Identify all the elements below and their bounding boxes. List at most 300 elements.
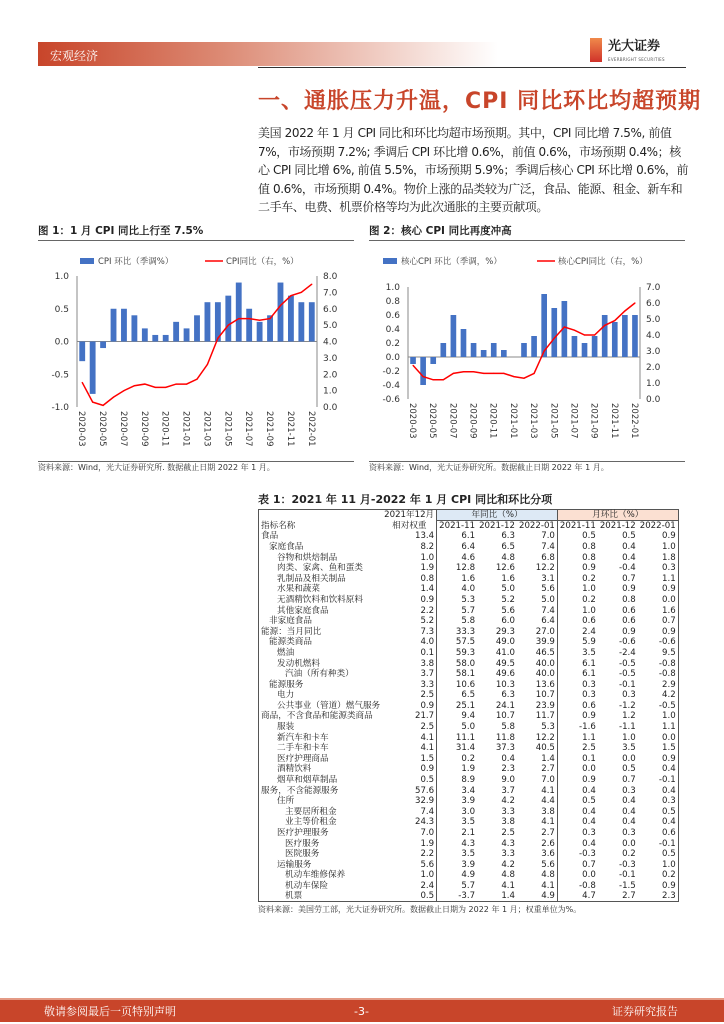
- row-value: 0.7: [638, 616, 678, 627]
- row-value: 0.2: [461, 753, 476, 764]
- figure-2-source: 资料来源：Wind，光大证券研究所。数据截止日期 2022 年 1 月。: [369, 463, 609, 472]
- line-point: [423, 376, 424, 377]
- row-name: 能源服务: [259, 679, 383, 690]
- table-title: 表 1：2021 年 11 月-2022 年 1 月 CPI 同比和环比分项: [258, 493, 553, 506]
- row-value: 8.2: [382, 542, 437, 553]
- row-value: 0.9: [582, 563, 596, 574]
- page-number: -3-: [354, 1005, 369, 1018]
- row-value: 0.4: [622, 796, 636, 807]
- row-value: 37.3: [495, 743, 515, 754]
- row-value: 7.0: [517, 775, 557, 786]
- row-value: 5.6: [517, 860, 557, 871]
- col-period: 2022-01: [517, 521, 557, 532]
- line-point: [113, 397, 114, 398]
- y-tick-left: 1.0: [385, 283, 400, 293]
- row-value: 58.0: [455, 658, 476, 669]
- line-point: [259, 320, 260, 321]
- row-value: 2.3: [638, 891, 678, 902]
- col-period: 2021-11: [439, 521, 476, 532]
- row-value: 4.7: [557, 891, 597, 902]
- series-line: [413, 303, 635, 380]
- row-value: 4.1: [517, 881, 557, 892]
- table-row: [259, 595, 679, 606]
- row-name: 水果和蔬菜: [259, 584, 383, 595]
- row-value: 2.7: [598, 891, 638, 902]
- row-name: 商品，不含食品和能源类商品: [259, 711, 383, 722]
- bar: [90, 342, 96, 394]
- y-tick-right: 2.0: [646, 363, 661, 373]
- y-tick-right: 4.0: [646, 331, 661, 341]
- bar: [184, 328, 190, 341]
- row-value: 0.9: [582, 711, 596, 722]
- row-value: 4.9: [517, 891, 557, 902]
- row-name: 酒精饮料: [259, 764, 383, 775]
- row-value: 4.1: [517, 785, 557, 796]
- row-name: 电力: [259, 690, 383, 701]
- x-tick: 2020-07: [117, 411, 128, 447]
- bar: [278, 283, 284, 342]
- logo-subtext: EVERBRIGHT SECURITIES: [608, 57, 665, 62]
- row-value: 0.8: [622, 594, 636, 605]
- row-value: 49.6: [495, 669, 515, 680]
- row-value: -0.6: [638, 637, 678, 648]
- row-value: 0.4: [582, 838, 596, 849]
- bar: [225, 296, 231, 342]
- bar: [236, 283, 242, 342]
- x-tick: 2021-05: [222, 411, 233, 447]
- line-point: [554, 338, 555, 339]
- bar: [481, 350, 487, 357]
- row-value: 49.0: [495, 637, 515, 648]
- row-value: 1.1: [638, 722, 678, 733]
- table-row: [259, 690, 679, 701]
- bar: [440, 343, 446, 357]
- row-value: 5.8: [501, 722, 515, 733]
- row-value: 31.4: [455, 743, 476, 754]
- y-tick-right: 2.0: [323, 370, 338, 381]
- table-row: [259, 838, 679, 849]
- row-value: 1.0: [638, 542, 678, 553]
- row-value: 4.3: [501, 838, 515, 849]
- legend-line-label: 核心CPI同比（右，%）: [558, 257, 648, 267]
- row-name: 机动车维修保养: [259, 870, 383, 881]
- table-row: [259, 732, 679, 743]
- row-name: 谷物和烘焙制品: [259, 552, 383, 563]
- row-value: 0.7: [622, 775, 636, 786]
- row-value: 1.5: [638, 743, 678, 754]
- legend-bar-label: 核心CPI 环比（季调，%）: [401, 257, 502, 267]
- core-cpi-chart: [365, 250, 685, 460]
- y-tick-right: 6.0: [646, 299, 661, 309]
- line-point: [433, 379, 434, 380]
- line-point: [594, 334, 595, 335]
- row-value: -0.8: [579, 880, 596, 891]
- row-value: 0.2: [582, 594, 596, 605]
- bar: [602, 315, 608, 357]
- row-value: 3.7: [501, 785, 515, 796]
- row-value: 1.0: [638, 711, 678, 722]
- row-value: 40.0: [517, 658, 557, 669]
- row-value: -3.7: [437, 891, 477, 902]
- row-value: 0.9: [382, 701, 437, 712]
- row-value: 2.7: [517, 828, 557, 839]
- row-name: 机动车保险: [259, 881, 383, 892]
- y-tick-left: 1.0: [54, 272, 69, 282]
- row-value: 2.2: [382, 605, 437, 616]
- line-point: [155, 387, 156, 388]
- logo-text: 光大证券: [608, 39, 661, 54]
- y-tick-left: -1.0: [51, 403, 69, 413]
- row-value: 4.1: [517, 817, 557, 828]
- row-name: 燃油: [259, 648, 383, 659]
- bar: [100, 342, 106, 349]
- row-value: -1.2: [618, 700, 636, 711]
- col-period: 2021-12: [599, 521, 636, 532]
- table-row: [259, 817, 679, 828]
- row-value: 4.8: [517, 870, 557, 881]
- table-source: 资料来源：美国劳工部，光大证券研究所。数据截止日期为 2022 年 1 月；权重单位为%。: [258, 905, 582, 915]
- row-value: -0.5: [618, 658, 636, 669]
- bar: [451, 315, 457, 357]
- line-point: [604, 325, 605, 326]
- row-value: 1.9: [382, 838, 437, 849]
- y-tick-left: -0.6: [382, 395, 400, 405]
- section-banner: [38, 42, 498, 66]
- col-period: 2021-11: [559, 521, 596, 532]
- legend-bar-swatch: [383, 258, 397, 264]
- row-value: 3.9: [461, 859, 476, 870]
- row-value: 9.5: [638, 648, 678, 659]
- row-value: 0.6: [582, 616, 596, 627]
- table-row: [259, 711, 679, 722]
- row-value: 0.5: [382, 891, 437, 902]
- bar: [551, 308, 557, 357]
- bar: [592, 336, 598, 357]
- row-value: 1.6: [461, 573, 476, 584]
- table-row: [259, 743, 679, 754]
- row-value: 4.8: [501, 870, 515, 881]
- x-tick: 2021-07: [243, 411, 254, 447]
- row-value: -0.5: [638, 701, 678, 712]
- row-value: 0.5: [622, 531, 636, 542]
- row-value: -1.1: [618, 722, 636, 733]
- y-tick-right: 5.0: [323, 321, 338, 332]
- row-value: 25.1: [455, 700, 476, 711]
- line-point: [453, 373, 454, 374]
- section-title: 一、通胀压力升温，CPI 同比环比均超预期: [258, 89, 702, 114]
- y-tick-left: 0.0: [385, 353, 400, 363]
- bar: [163, 335, 169, 342]
- row-value: 2.2: [382, 849, 437, 860]
- row-value: 27.0: [517, 626, 557, 637]
- row-value: 5.6: [501, 605, 515, 616]
- col-period: 2021-12: [479, 521, 515, 532]
- row-value: 0.4: [582, 817, 596, 828]
- row-value: 0.2: [582, 573, 596, 584]
- row-value: 2.3: [501, 764, 515, 775]
- bar: [420, 357, 426, 385]
- x-tick: 2022-01: [628, 403, 639, 439]
- y-tick-right: 1.0: [646, 379, 661, 389]
- row-value: 3.7: [382, 669, 437, 680]
- row-value: 1.4: [382, 584, 437, 595]
- x-tick: 2020-05: [427, 403, 438, 439]
- row-value: 5.2: [382, 616, 437, 627]
- y-tick-left: -0.5: [51, 370, 69, 381]
- bar: [205, 302, 211, 341]
- row-value: 24.3: [382, 817, 437, 828]
- y-tick-left: -0.4: [382, 381, 400, 391]
- disclaimer-link[interactable]: 敬请参阅最后一页特别声明: [44, 1005, 176, 1018]
- figure-1-title: 图 1：1 月 CPI 同比上行至 7.5%: [38, 225, 204, 237]
- x-tick: 2020-07: [447, 403, 458, 439]
- line-point: [463, 371, 464, 372]
- bar: [194, 315, 200, 341]
- bar: [309, 302, 315, 341]
- row-value: 6.4: [517, 616, 557, 627]
- row-value: 0.9: [638, 626, 678, 637]
- row-value: 1.0: [582, 584, 596, 595]
- y-tick-right: 6.0: [323, 304, 338, 315]
- row-value: 59.3: [455, 647, 476, 658]
- row-name: 医院服务: [259, 849, 383, 860]
- row-value: 0.9: [638, 754, 678, 765]
- row-value: 0.9: [622, 584, 636, 595]
- row-value: 6.3: [501, 690, 515, 701]
- line-point: [186, 383, 187, 384]
- bar: [173, 322, 179, 342]
- row-value: 0.9: [638, 584, 678, 595]
- row-name: 主要居所租金: [259, 807, 383, 818]
- table-row: [259, 531, 679, 542]
- row-value: 6.1: [582, 658, 596, 669]
- row-value: 4.2: [501, 796, 515, 807]
- line-point: [82, 382, 83, 383]
- row-name: 无酒精饮料和饮料原料: [259, 595, 383, 606]
- row-name: 其他家庭食品: [259, 605, 383, 616]
- bar: [111, 309, 117, 342]
- y-tick-right: 5.0: [646, 315, 661, 325]
- line-point: [523, 378, 524, 379]
- col-period: 2022-01: [638, 521, 678, 532]
- yoy-group-header: 年同比（%）: [437, 510, 558, 521]
- bar: [430, 357, 436, 364]
- row-value: 0.5: [582, 531, 596, 542]
- line-point: [443, 379, 444, 380]
- row-value: -0.1: [638, 838, 678, 849]
- bar: [152, 335, 158, 342]
- row-value: 0.9: [382, 595, 437, 606]
- row-name: 运输服务: [259, 860, 383, 871]
- row-value: 2.7: [517, 764, 557, 775]
- line-point: [196, 379, 197, 380]
- row-value: 0.7: [582, 859, 596, 870]
- weight-period: 2021年12月: [382, 510, 437, 521]
- row-name: 能源：当月同比: [259, 626, 383, 637]
- row-value: 0.4: [638, 785, 678, 796]
- row-value: 0.3: [582, 679, 596, 690]
- row-value: 0.4: [622, 541, 636, 552]
- row-value: 4.1: [382, 743, 437, 754]
- row-value: 0.5: [382, 775, 437, 786]
- y-tick-right: 3.0: [323, 353, 338, 364]
- y-tick-left: -0.2: [382, 367, 400, 377]
- bar: [521, 343, 527, 357]
- table-row: [259, 701, 679, 712]
- row-value: 6.1: [582, 669, 596, 680]
- header-divider: [258, 67, 686, 68]
- table-row: [259, 563, 679, 574]
- row-value: 8.9: [461, 775, 476, 786]
- row-value: 1.0: [638, 860, 678, 871]
- series-line: [82, 284, 312, 405]
- row-value: 2.4: [582, 626, 596, 637]
- row-value: 7.0: [517, 531, 557, 542]
- mom-group-header: 月环比（%）: [557, 510, 678, 521]
- row-value: 5.0: [517, 595, 557, 606]
- table-row: [259, 637, 679, 648]
- table-row: [259, 648, 679, 659]
- row-value: -1.6: [579, 722, 596, 733]
- row-value: 6.4: [461, 541, 476, 552]
- y-tick-left: 0.5: [54, 304, 69, 315]
- line-point: [165, 387, 166, 388]
- row-value: 4.1: [501, 880, 515, 891]
- row-value: 13.4: [382, 531, 437, 542]
- row-name: 医疗服务: [259, 838, 383, 849]
- line-point: [533, 373, 534, 374]
- row-value: 10.7: [495, 711, 515, 722]
- row-value: -0.5: [618, 669, 636, 680]
- row-name: 服装: [259, 722, 383, 733]
- line-point: [544, 350, 545, 351]
- row-value: 57.5: [455, 637, 476, 648]
- row-value: 0.5: [622, 764, 636, 775]
- y-tick-left: 0.4: [385, 325, 400, 335]
- figure-2-title: 图 2：核心 CPI 同比再度冲高: [369, 225, 512, 237]
- row-value: 0.8: [582, 552, 596, 563]
- row-value: 0.9: [622, 626, 636, 637]
- row-value: 12.8: [455, 563, 476, 574]
- bar: [79, 342, 85, 362]
- row-value: 3.8: [517, 807, 557, 818]
- row-value: 0.6: [622, 616, 636, 627]
- x-tick: 2020-03: [76, 411, 87, 447]
- row-value: 0.4: [638, 764, 678, 775]
- row-value: 0.2: [638, 870, 678, 881]
- row-value: 33.3: [455, 626, 476, 637]
- line-point: [513, 376, 514, 377]
- row-value: 7.4: [382, 807, 437, 818]
- row-value: -0.4: [618, 563, 636, 574]
- row-value: 3.3: [501, 806, 515, 817]
- row-value: 5.7: [461, 880, 476, 891]
- row-value: 2.5: [582, 743, 596, 754]
- row-value: 1.9: [382, 563, 437, 574]
- row-value: 5.0: [501, 584, 515, 595]
- bar: [298, 302, 304, 341]
- row-value: 1.6: [638, 605, 678, 616]
- row-name: 业主等价租金: [259, 817, 383, 828]
- row-value: 10.3: [495, 679, 515, 690]
- row-value: 5.8: [461, 616, 476, 627]
- x-tick: 2020-11: [159, 411, 170, 447]
- logo-mark-icon: [590, 38, 602, 62]
- row-value: 2.5: [501, 828, 515, 839]
- y-tick-right: 7.0: [646, 283, 661, 293]
- row-value: 40.5: [517, 743, 557, 754]
- row-value: 3.1: [517, 573, 557, 584]
- row-value: 7.4: [517, 605, 557, 616]
- bar: [491, 343, 497, 357]
- line-point: [92, 401, 93, 402]
- row-value: 1.9: [461, 764, 476, 775]
- line-point: [624, 310, 625, 311]
- x-tick: 2021-01: [507, 403, 518, 439]
- table-row: [259, 616, 679, 627]
- row-value: 4.0: [382, 637, 437, 648]
- row-value: 3.8: [501, 817, 515, 828]
- row-name: 医疗护理商品: [259, 754, 383, 765]
- row-value: 0.4: [638, 817, 678, 828]
- table-row: [259, 605, 679, 616]
- row-value: 2.9: [638, 679, 678, 690]
- row-value: 3.5: [622, 743, 636, 754]
- row-value: 0.9: [582, 775, 596, 786]
- row-value: 46.5: [517, 648, 557, 659]
- y-tick-left: 0.2: [385, 339, 400, 349]
- row-name: 机票: [259, 891, 383, 902]
- row-value: 0.3: [622, 828, 636, 839]
- table-row: [259, 860, 679, 871]
- line-point: [249, 318, 250, 319]
- bar: [471, 343, 477, 357]
- col-weight-header: 相对权重: [382, 521, 437, 532]
- row-name: 食品: [259, 531, 383, 542]
- line-point: [228, 325, 229, 326]
- x-tick: 2021-09: [588, 403, 599, 439]
- row-value: 7.4: [517, 542, 557, 553]
- row-value: 0.1: [382, 648, 437, 659]
- row-value: 3.8: [382, 658, 437, 669]
- row-value: 21.7: [382, 711, 437, 722]
- row-value: 0.0: [622, 753, 636, 764]
- row-value: 3.5: [461, 849, 476, 860]
- table-row: [259, 881, 679, 892]
- table-row: [259, 658, 679, 669]
- row-name: 住所: [259, 796, 383, 807]
- row-value: 32.9: [382, 796, 437, 807]
- row-value: 0.4: [622, 806, 636, 817]
- table-row: [259, 573, 679, 584]
- legend-line-label: CPI同比（右，%）: [226, 257, 299, 267]
- row-value: 5.6: [517, 584, 557, 595]
- cpi-chart: [35, 250, 355, 460]
- row-value: 1.0: [382, 870, 437, 881]
- line-point: [269, 318, 270, 319]
- table-block: [258, 509, 678, 915]
- section-label: 宏观经济: [50, 49, 99, 63]
- bar: [622, 315, 628, 357]
- row-value: 6.5: [501, 541, 515, 552]
- line-point: [493, 373, 494, 374]
- x-tick: 2021-03: [201, 411, 212, 447]
- y-tick-left: 0.0: [54, 337, 69, 348]
- row-value: 4.0: [461, 584, 476, 595]
- row-value: 5.6: [382, 860, 437, 871]
- row-value: -0.3: [579, 849, 596, 860]
- y-tick-left: 0.6: [385, 311, 400, 321]
